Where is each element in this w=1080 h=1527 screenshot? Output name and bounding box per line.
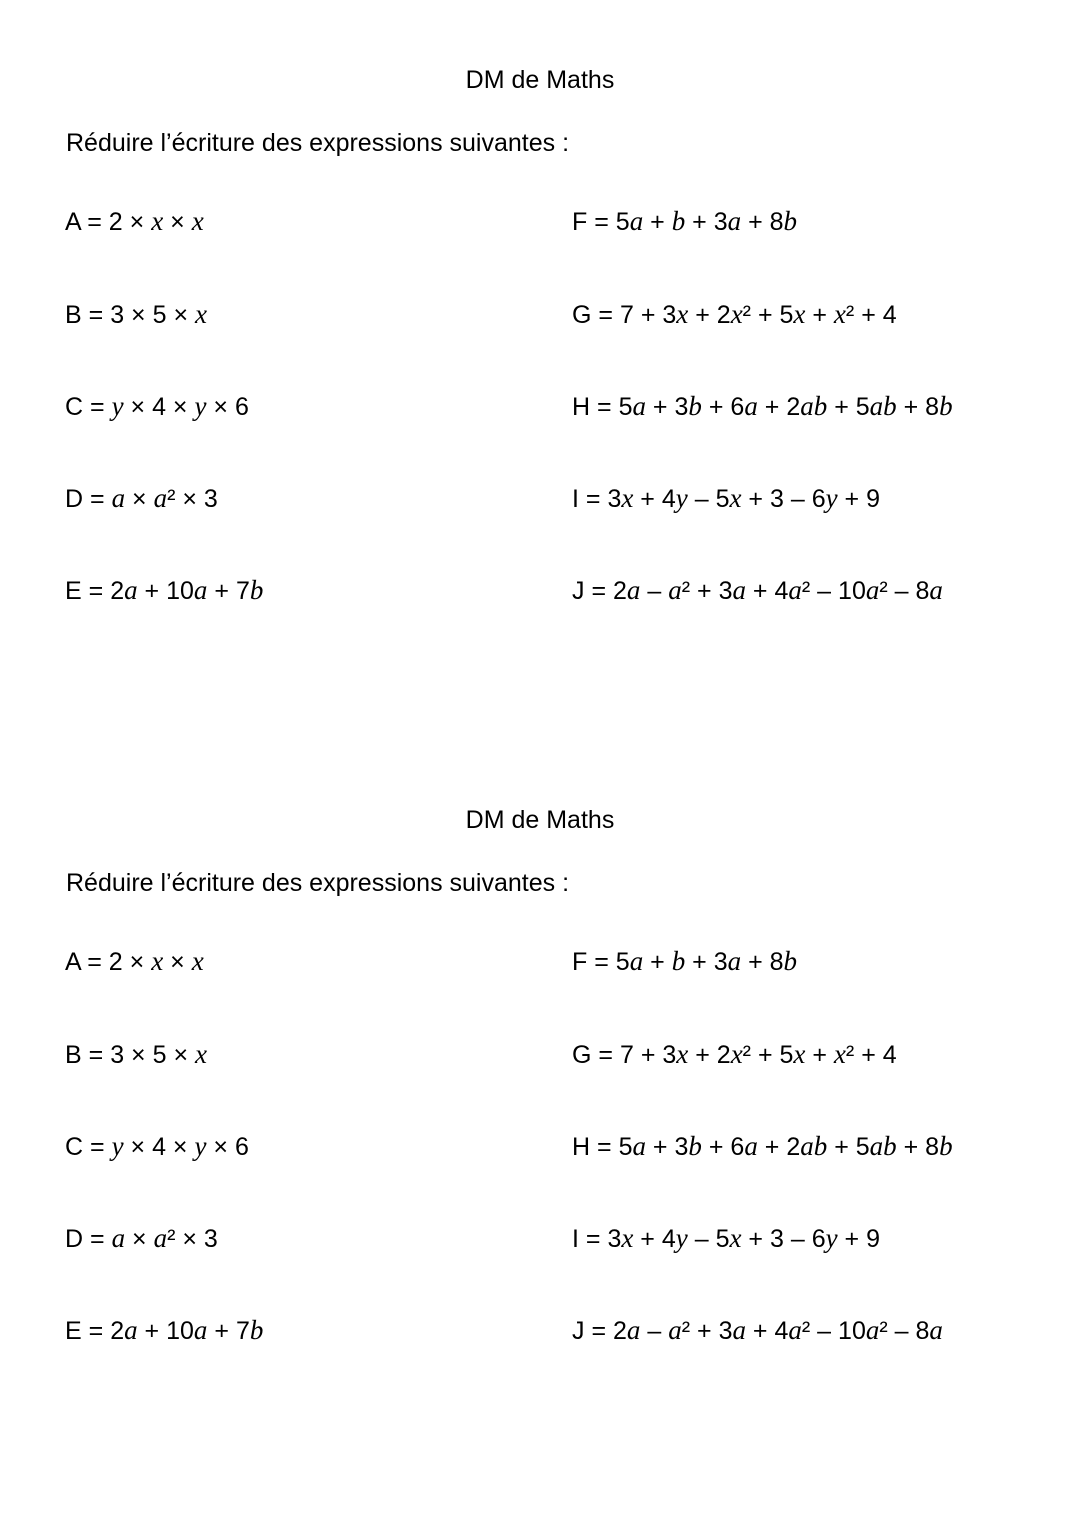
expression-f: F = 5a + b + 3a + 8b	[572, 946, 798, 976]
expression-d: D = a × a² × 3	[65, 483, 218, 513]
worksheet-2	[0, 740, 1080, 1480]
expression-e: E = 2a + 10a + 7b	[65, 575, 264, 605]
expression-h: H = 5a + 3b + 6a + 2ab + 5ab + 8b	[572, 1131, 953, 1161]
expression-j: J = 2a – a² + 3a + 4a² – 10a² – 8a	[572, 1315, 943, 1345]
expression-h: H = 5a + 3b + 6a + 2ab + 5ab + 8b	[572, 391, 953, 421]
expression-f: F = 5a + b + 3a + 8b	[572, 206, 798, 236]
worksheet-title: DM de Maths	[465, 806, 615, 834]
worksheet-1	[0, 0, 1080, 740]
worksheet-instruction: Réduire l’écriture des expressions suivantes :	[66, 869, 570, 897]
expression-b: B = 3 × 5 × x	[65, 299, 208, 329]
expression-c: C = y × 4 × y × 6	[65, 1131, 249, 1161]
worksheet-title: DM de Maths	[465, 66, 615, 94]
expression-i: I = 3x + 4y – 5x + 3 – 6y + 9	[572, 1223, 880, 1253]
expression-e: E = 2a + 10a + 7b	[65, 1315, 264, 1345]
expression-g: G = 7 + 3x + 2x² + 5x + x² + 4	[572, 1039, 897, 1069]
expression-a: A = 2 × x × x	[65, 946, 204, 976]
expression-i: I = 3x + 4y – 5x + 3 – 6y + 9	[572, 483, 880, 513]
expression-c: C = y × 4 × y × 6	[65, 391, 249, 421]
expression-g: G = 7 + 3x + 2x² + 5x + x² + 4	[572, 299, 897, 329]
worksheet-instruction: Réduire l’écriture des expressions suivantes :	[66, 129, 570, 157]
expression-j: J = 2a – a² + 3a + 4a² – 10a² – 8a	[572, 575, 943, 605]
expression-d: D = a × a² × 3	[65, 1223, 218, 1253]
expression-a: A = 2 × x × x	[65, 206, 204, 236]
expression-b: B = 3 × 5 × x	[65, 1039, 208, 1069]
